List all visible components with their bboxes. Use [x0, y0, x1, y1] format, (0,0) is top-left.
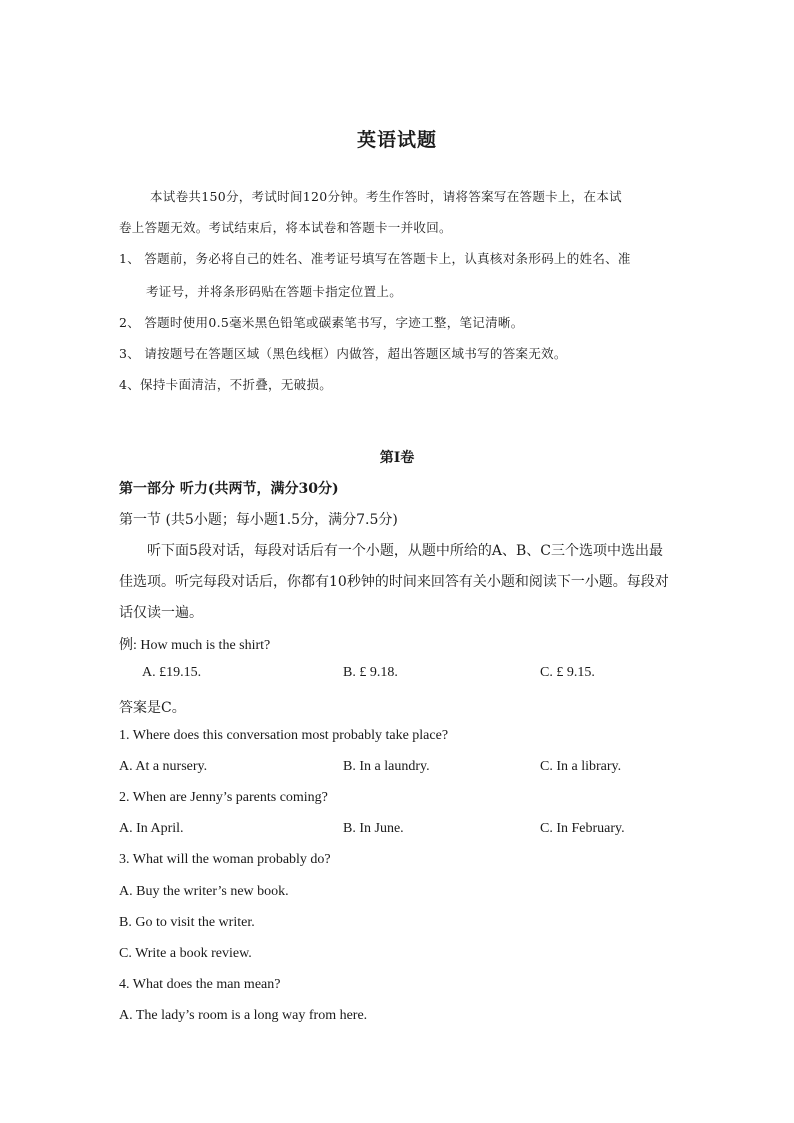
question-2-option-c: C. In February.	[540, 821, 625, 836]
question-3: 3. What will the woman probably do?	[119, 852, 331, 867]
question-2-option-b: B. In June.	[343, 821, 404, 836]
question-3-option-c: C. Write a book review.	[119, 946, 252, 961]
example-option-c: C. £ 9.15.	[540, 665, 595, 680]
question-4: 4. What does the man mean?	[119, 977, 281, 992]
section-heading: 第一节 (共5小题；每小题1.5分，满分7.5分)	[119, 512, 398, 528]
question-4-option-a: A. The lady’s room is a long way from here.	[119, 1008, 368, 1023]
question-1-option-b: B. In a laundry.	[343, 759, 430, 774]
example-answer: 答案是C。	[119, 700, 186, 716]
intro-line-1: 本试卷共150分，考试时间120分钟。考生作答时，请将答案写在答题卡上，在本试	[150, 189, 622, 204]
question-3-option-b: B. Go to visit the writer.	[119, 915, 255, 930]
directions-line-1: 听下面5段对话，每段对话后有一个小题，从题中所给的A、B、C三个选项中选出最	[147, 543, 664, 559]
instruction-item-3: 3、 请按题号在答题区域（黑色线框）内做答，超出答题区域书写的答案无效。	[119, 346, 567, 361]
question-1-option-c: C. In a library.	[540, 759, 622, 774]
instruction-item-4: 4、保持卡面清洁，不折叠，无破损。	[119, 377, 333, 392]
question-3-option-a: A. Buy the writer’s new book.	[119, 884, 289, 899]
example-option-a: A. £19.15.	[142, 665, 202, 680]
question-2-option-a: A. In April.	[119, 821, 184, 836]
example-option-b: B. £ 9.18.	[343, 665, 398, 680]
part-heading: 第一部分 听力(共两节，满分30分)	[119, 481, 339, 497]
directions-line-2: 佳选项。听完每段对话后，你都有10秒钟的时间来回答有关小题和阅读下一小题。每段对	[119, 574, 669, 590]
instruction-item-1-line-2: 考证号，并将条形码贴在答题卡指定位置上。	[146, 284, 403, 299]
directions-line-3: 话仅读一遍。	[119, 605, 203, 621]
intro-line-2: 卷上答题无效。考试结束后，将本试卷和答题卡一并收回。	[119, 220, 452, 235]
question-1-option-a: A. At a nursery.	[119, 759, 208, 774]
instruction-item-1-line-1: 1、 答题前，务必将自己的姓名、准考证号填写在答题卡上，认真核对条形码上的姓名、准	[119, 251, 631, 266]
instruction-item-2: 2、 答题时使用0.5毫米黑色铅笔或碳素笔书写，字迹工整，笔记清晰。	[119, 315, 524, 330]
example-question: 例: How much is the shirt?	[119, 638, 271, 653]
volume-heading: 第I卷	[379, 450, 415, 466]
exam-title: 英语试题	[356, 129, 437, 151]
question-2: 2. When are Jenny’s parents coming?	[119, 790, 328, 805]
question-1: 1. Where does this conversation most probably take place?	[119, 728, 449, 743]
